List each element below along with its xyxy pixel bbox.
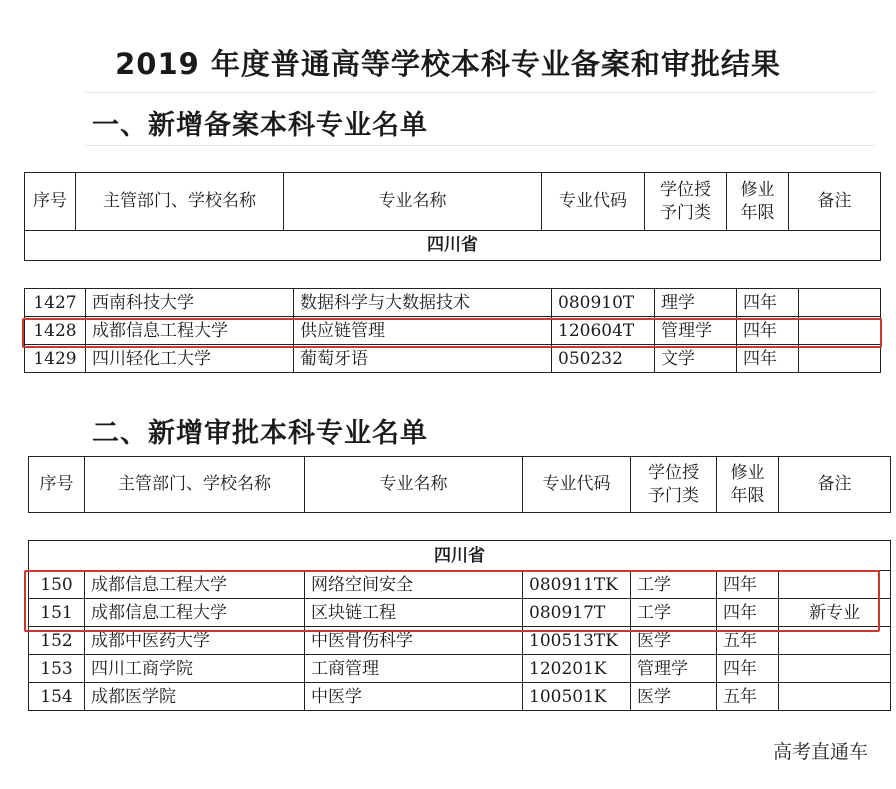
cell-major: 中医学 (305, 683, 523, 711)
cell-degree: 医学 (631, 683, 717, 711)
section-heading-filing: 一、新增备案本科专业名单 (92, 110, 428, 141)
cell-no: 150 (29, 571, 85, 599)
cell-code: 120604T (552, 317, 655, 345)
cell-code: 100513TK (523, 627, 631, 655)
column-header: 专业代码 (523, 457, 631, 513)
column-header: 序号 (29, 457, 85, 513)
province-row: 四川省 (29, 541, 891, 571)
cell-degree: 管理学 (631, 655, 717, 683)
table-row (25, 289, 881, 317)
cell-note (779, 571, 891, 599)
cell-note (779, 655, 891, 683)
cell-years: 五年 (717, 627, 779, 655)
column-header: 备注 (779, 457, 891, 513)
cell-code: 080910T (552, 289, 655, 317)
cell-years: 四年 (737, 317, 799, 345)
column-header: 修业 年限 (717, 457, 779, 513)
table-row (25, 345, 881, 373)
table-row (25, 317, 881, 345)
cell-code: 050232 (552, 345, 655, 373)
cell-years: 四年 (737, 345, 799, 373)
cell-years: 四年 (717, 655, 779, 683)
cell-degree: 医学 (631, 627, 717, 655)
cell-school: 成都信息工程大学 (85, 571, 305, 599)
cell-years: 四年 (717, 571, 779, 599)
cell-degree: 理学 (655, 289, 737, 317)
cell-school: 四川工商学院 (85, 655, 305, 683)
cell-major: 中医骨伤科学 (305, 627, 523, 655)
approval-table-header (28, 456, 891, 513)
province-row: 四川省 (25, 231, 881, 261)
cell-school: 西南科技大学 (86, 289, 294, 317)
cell-major: 葡萄牙语 (294, 345, 552, 373)
cell-years: 四年 (717, 599, 779, 627)
cell-code: 120201K (523, 655, 631, 683)
column-header: 专业名称 (284, 173, 542, 231)
column-header: 主管部门、学校名称 (85, 457, 305, 513)
cell-degree: 管理学 (655, 317, 737, 345)
filing-table-header (24, 172, 881, 261)
column-header: 专业代码 (542, 173, 645, 231)
cell-no: 152 (29, 627, 85, 655)
table-row (29, 627, 891, 655)
cell-school: 四川轻化工大学 (86, 345, 294, 373)
cell-school: 成都医学院 (85, 683, 305, 711)
divider (85, 145, 875, 146)
cell-note (799, 317, 881, 345)
cell-note (779, 683, 891, 711)
divider (85, 92, 875, 93)
table-row (29, 599, 891, 627)
column-header: 序号 (25, 173, 76, 231)
cell-years: 五年 (717, 683, 779, 711)
approval-table-body (28, 540, 891, 711)
column-header: 备注 (789, 173, 881, 231)
cell-code: 080917T (523, 599, 631, 627)
cell-school: 成都中医药大学 (85, 627, 305, 655)
cell-school: 成都信息工程大学 (86, 317, 294, 345)
cell-no: 151 (29, 599, 85, 627)
table-row (29, 571, 891, 599)
watermark: 高考直通车 (772, 741, 868, 763)
cell-major: 区块链工程 (305, 599, 523, 627)
cell-degree: 工学 (631, 571, 717, 599)
cell-years: 四年 (737, 289, 799, 317)
column-header: 专业名称 (305, 457, 523, 513)
cell-no: 1427 (25, 289, 86, 317)
cell-note: 新专业 (779, 599, 891, 627)
column-header: 修业 年限 (727, 173, 789, 231)
column-header: 主管部门、学校名称 (76, 173, 284, 231)
cell-code: 100501K (523, 683, 631, 711)
filing-table-body (24, 288, 881, 373)
table-row (29, 683, 891, 711)
cell-major: 工商管理 (305, 655, 523, 683)
cell-note (799, 345, 881, 373)
cell-note (799, 289, 881, 317)
cell-note (779, 627, 891, 655)
cell-no: 154 (29, 683, 85, 711)
cell-school: 成都信息工程大学 (85, 599, 305, 627)
cell-major: 数据科学与大数据技术 (294, 289, 552, 317)
cell-degree: 文学 (655, 345, 737, 373)
cell-major: 网络空间安全 (305, 571, 523, 599)
section-heading-approval: 二、新增审批本科专业名单 (92, 418, 428, 449)
cell-code: 080911TK (523, 571, 631, 599)
cell-no: 1428 (25, 317, 86, 345)
column-header: 学位授 予门类 (645, 173, 727, 231)
cell-major: 供应链管理 (294, 317, 552, 345)
document-title: 2019 年度普通高等学校本科专业备案和审批结果 (115, 47, 781, 81)
cell-no: 153 (29, 655, 85, 683)
cell-no: 1429 (25, 345, 86, 373)
table-row (29, 655, 891, 683)
column-header: 学位授 予门类 (631, 457, 717, 513)
cell-degree: 工学 (631, 599, 717, 627)
